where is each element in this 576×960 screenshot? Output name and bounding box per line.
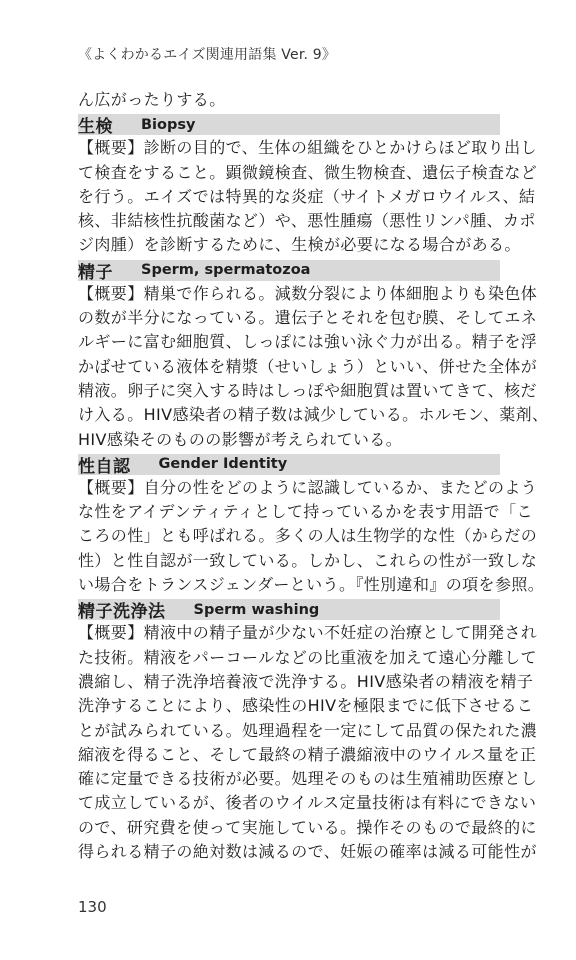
definition-line: な性をアイデンティティとして持っているかを表す用語で「こ [78, 502, 533, 522]
definition-line: 【概要】自分の性をどのように認識しているか、またどのよう [78, 477, 538, 497]
definition-line: ルギーに富む細胞質、しっぽには強い泳ぐ力が出る。精子を浮 [78, 332, 538, 352]
definition-line: 精液。卵子に突入する時はしっぽや細胞質は置いてきて、核だ [78, 380, 537, 400]
glossary-content [78, 88, 549, 864]
definition-line: ころの性」とも呼ばれる。多くの人は生物学的な性（からだの [78, 526, 538, 546]
term-heading [78, 454, 500, 475]
definition-line: 性）と性自認が一致している。しかし、これらの性が一致しな [78, 550, 538, 570]
intro-line: ん広がったりする。 [78, 90, 226, 109]
definition-line: HIV感染そのものの影響が考えられている。 [78, 429, 403, 449]
term-english: Sperm, spermatozoa [141, 262, 311, 279]
glossary-entry [78, 454, 545, 597]
glossary-entry [78, 599, 538, 864]
definition-line: 【概要】精液中の精子量が少ない不妊症の治療として開発され [78, 623, 538, 643]
definition-line: 確に定量できる技術が必要。処理そのものは生殖補助医療とし [78, 769, 538, 789]
definition-line: 洗浄することにより、感染性のHIVを極限までに低下させるこ [78, 696, 534, 716]
page-number: 130 [78, 898, 107, 916]
definition-line: ジ肉腫）を診断するために、生検が必要になる場合がある。 [78, 235, 521, 255]
term-japanese: 生検 [78, 117, 113, 138]
term-heading [78, 599, 500, 623]
definition-line: の数が半分になっている。遺伝子とそれを包む膜、そしてエネ [78, 308, 538, 328]
term-heading [78, 114, 500, 138]
book-header: 《よくわかるエイズ関連用語集 Ver. 9》 [78, 47, 337, 63]
definition-line: て検査をすること。顕微鏡検査、微生物検査、遺伝子検査など [78, 162, 538, 182]
definition-line: 【概要】精巣で作られる。減数分裂により体細胞よりも染色体 [78, 283, 538, 303]
glossary-entry [78, 260, 549, 452]
term-english: Gender Identity [158, 456, 288, 473]
definition-line: い場合をトランスジェンダーという。『性別違和』の項を参照。 [78, 575, 545, 595]
definition-line: ので、研究費を使って実施している。操作そのもので最終的に [78, 817, 537, 837]
definition-line: 縮液を得ること、そして最終の精子濃縮液中のウイルス量を正 [78, 744, 537, 764]
term-japanese: 精子 [78, 262, 113, 283]
definition-line: て成立しているが、後者のウイルス定量技術は有料にできない [78, 793, 537, 813]
definition-line: 【概要】診断の目的で、生体の組織をひとかけらほど取り出し [78, 138, 537, 158]
definition-line: け入る。HIV感染者の精子数は減少している。ホルモン、薬剤、 [78, 405, 549, 425]
definition-line: とが試みられている。処理過程を一定にして品質の保たれた濃 [78, 720, 538, 740]
definition-line: 濃縮し、精子洗浄培養液で洗浄する。HIV感染者の精液を精子 [78, 671, 534, 691]
term-english: Sperm washing [193, 601, 320, 618]
definition-line: た技術。精液をパーコールなどの比重液を加えて遠心分離して [78, 647, 537, 667]
glossary-entries [78, 114, 549, 864]
glossary-entry [78, 114, 538, 257]
definition-line: を行う。エイズでは特異的な炎症（サイトメガロウイルス、結 [78, 186, 536, 206]
term-english: Biopsy [141, 116, 196, 133]
definition-line: 得られる精子の絶対数は減るので、妊娠の確率は減る可能性が [78, 842, 537, 862]
definition-line: かばせている液体を精漿（せいしょう）といい、併せた全体が [78, 356, 538, 376]
term-japanese: 精子洗浄法 [78, 602, 166, 623]
definition-line: 核、非結核性抗酸菌など）や、悪性腫瘍（悪性リンパ腫、カポ [78, 211, 536, 231]
term-heading [78, 260, 500, 281]
term-japanese: 性自認 [78, 456, 131, 477]
